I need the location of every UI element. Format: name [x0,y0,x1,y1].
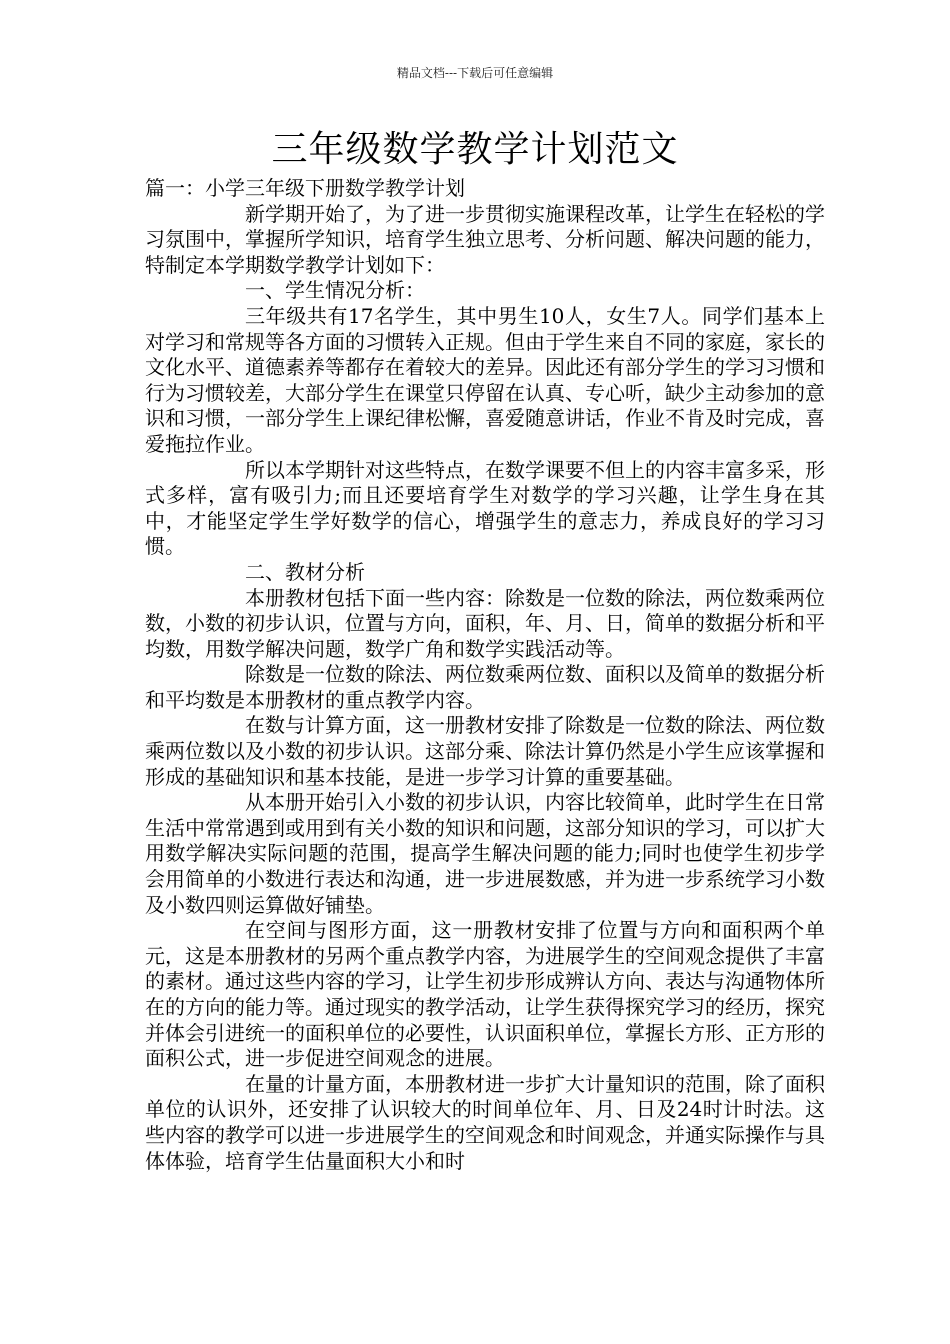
page-header: 精品文档---下载后可任意编辑 [396,66,554,80]
document-body [145,176,825,1174]
paragraph: 从本册开始引入小数的初步认识，内容比较简单，此时学生在日常生活中常常遇到或用到有关小数的知识和问题，这部分知识的学习，可以扩大用数学解决实际问题的范围，提高学生解决问题的能力;同时也使学生初步学会用简单的小数进行表达和沟通，进一步进展数感，并为进一步系统学习小数及小数四则运算做好铺垫。 [145,790,825,917]
paragraph: 篇一：小学三年级下册数学教学计划 [145,176,465,200]
paragraph: 所以本学期针对这些特点，在数学课要不但上的内容丰富多采，形式多样，富有吸引力;而且还要培育学生对数学的学习兴趣，让学生身在其中，才能坚定学生学好数学的信心，增强学生的意志力，养成良好的学习习惯。 [145,457,825,559]
section-heading: 一、学生情况分析： [245,278,425,303]
section-heading: 二、教材分析 [245,559,365,584]
paragraph: 在数与计算方面，这一册教材安排了除数是一位数的除法、两位数乘两位数以及小数的初步认识。这部分乘、除法计算仍然是小学生应该掌握和形成的基础知识和基本技能，是进一步学习计算的重要基础。 [145,713,825,789]
paragraph: 新学期开始了，为了进一步贯彻实施课程改革，让学生在轻松的学习氛围中，掌握所学知识，培育学生独立思考、分析问题、解决问题的能力，特制定本学期数学教学计划如下： [145,201,825,277]
document-title: 三年级数学教学计划范文 [271,129,679,170]
paragraph: 在空间与图形方面，这一册教材安排了位置与方向和面积两个单元，这是本册教材的另两个重点教学内容，为进展学生的空间观念提供了丰富的素材。通过这些内容的学习，让学生初步形成辨认方向、表达与沟通物体所在的方向的能力等。通过现实的教学活动，让学生获得探究学习的经历，探究并体会引进统一的面积单位的必要性，认识面积单位，掌握长方形、正方形的面积公式，进一步促进空间观念的进展。 [145,918,825,1071]
paragraph: 除数是一位数的除法、两位数乘两位数、面积以及简单的数据分析和平均数是本册教材的重点教学内容。 [145,662,825,712]
paragraph: 三年级共有17名学生，其中男生10人，女生7人。同学们基本上对学习和常规等各方面的习惯转入正规。但由于学生来自不同的家庭，家长的文化水平、道德素养等都存在着较大的差异。因此还有部分学生的学习习惯和行为习惯较差，大部分学生在课堂只停留在认真、专心听，缺少主动参加的意识和习惯，一部分学生上课纪律松懈，喜爱随意讲话，作业不肯及时完成，喜爱拖拉作业。 [145,303,825,456]
paragraph: 在量的计量方面，本册教材进一步扩大计量知识的范围，除了面积单位的认识外，还安排了认识较大的时间单位年、月、日及24时计时法。这些内容的教学可以进一步进展学生的空间观念和时间观念，并通实际操作与具体体验，培育学生估量面积大小和时 [145,1071,825,1173]
paragraph: 本册教材包括下面一些内容：除数是一位数的除法，两位数乘两位数，小数的初步认识，位置与方向，面积，年、月、日，简单的数据分析和平均数，用数学解决问题，数学广角和数学实践活动等。 [145,585,825,661]
